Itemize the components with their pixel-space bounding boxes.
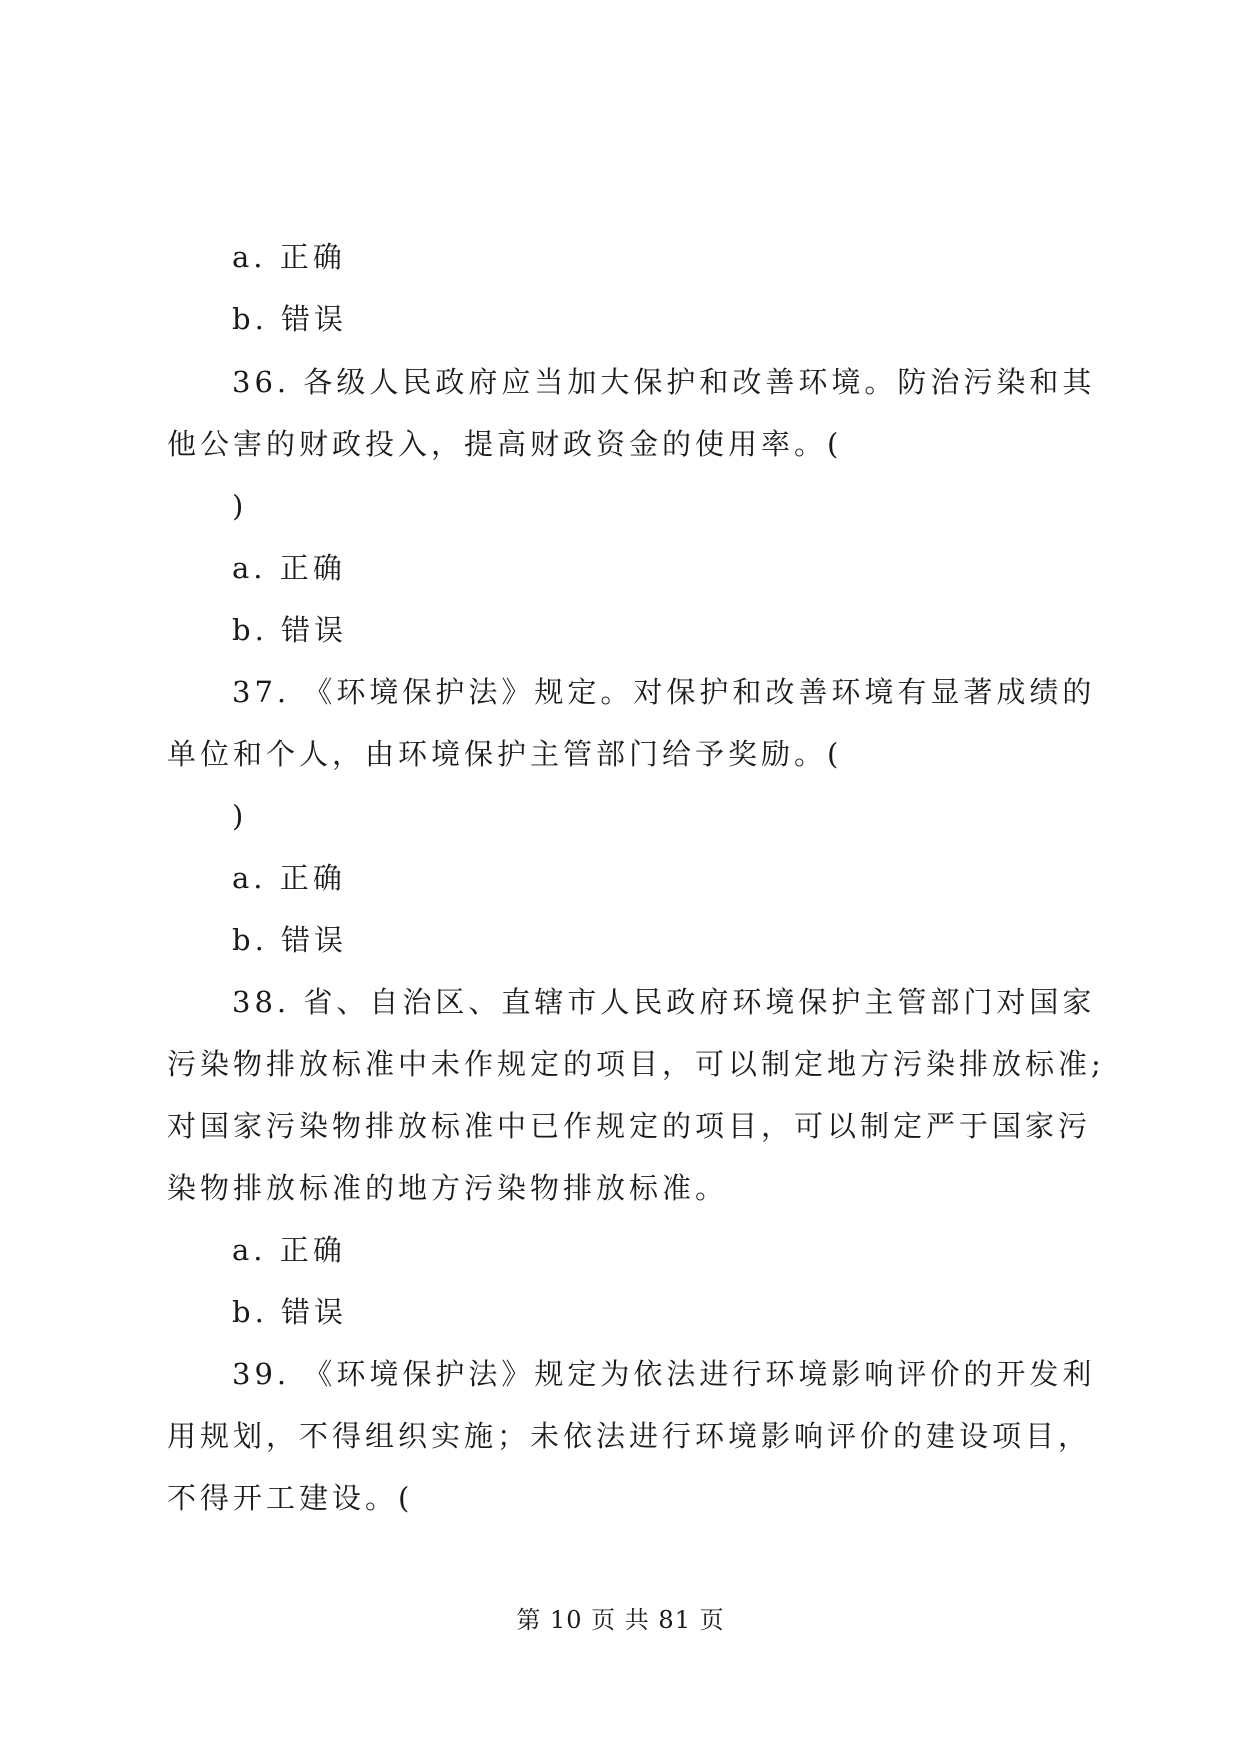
q37-option-b: b. 错误 bbox=[232, 923, 348, 957]
q39-text-line-3: 不得开工建设。( bbox=[167, 1481, 414, 1515]
q39-text-line-2: 用规划，不得组织实施；未依法进行环境影响评价的建设项目， bbox=[167, 1419, 1092, 1453]
q35-option-a: a. 正确 bbox=[232, 240, 346, 274]
q35-option-b: b. 错误 bbox=[232, 302, 348, 336]
q37-close-paren: ) bbox=[232, 799, 248, 833]
q38-option-b: b. 错误 bbox=[232, 1295, 348, 1329]
q37-text-line-1: 37. 《环境保护法》规定。对保护和改善环境有显著成绩的 bbox=[232, 675, 1096, 709]
q36-option-a: a. 正确 bbox=[232, 551, 346, 585]
q36-option-b: b. 错误 bbox=[232, 613, 348, 647]
q39-text-line-1: 39. 《环境保护法》规定为依法进行环境影响评价的开发利 bbox=[232, 1357, 1096, 1391]
page-number-footer: 第 10 页 共 81 页 bbox=[516, 1606, 725, 1634]
q38-text-line-2: 污染物排放标准中未作规定的项目，可以制定地方污染排放标准; bbox=[167, 1047, 1105, 1081]
q36-text-line-1: 36. 各级人民政府应当加大保护和改善环境。防治污染和其 bbox=[232, 365, 1096, 399]
q36-close-paren: ) bbox=[232, 489, 248, 523]
q38-text-line-4: 染物排放标准的地方污染物排放标准。 bbox=[167, 1171, 729, 1205]
q38-text-line-3: 对国家污染物排放标准中已作规定的项目，可以制定严于国家污 bbox=[167, 1109, 1092, 1143]
q37-text-line-2: 单位和个人，由环境保护主管部门给予奖励。( bbox=[167, 737, 843, 771]
q38-text-line-1: 38. 省、自治区、直辖市人民政府环境保护主管部门对国家 bbox=[232, 985, 1096, 1019]
q36-text-line-2: 他公害的财政投入，提高财政资金的使用率。( bbox=[167, 427, 843, 461]
q37-option-a: a. 正确 bbox=[232, 861, 346, 895]
q38-option-a: a. 正确 bbox=[232, 1233, 346, 1267]
